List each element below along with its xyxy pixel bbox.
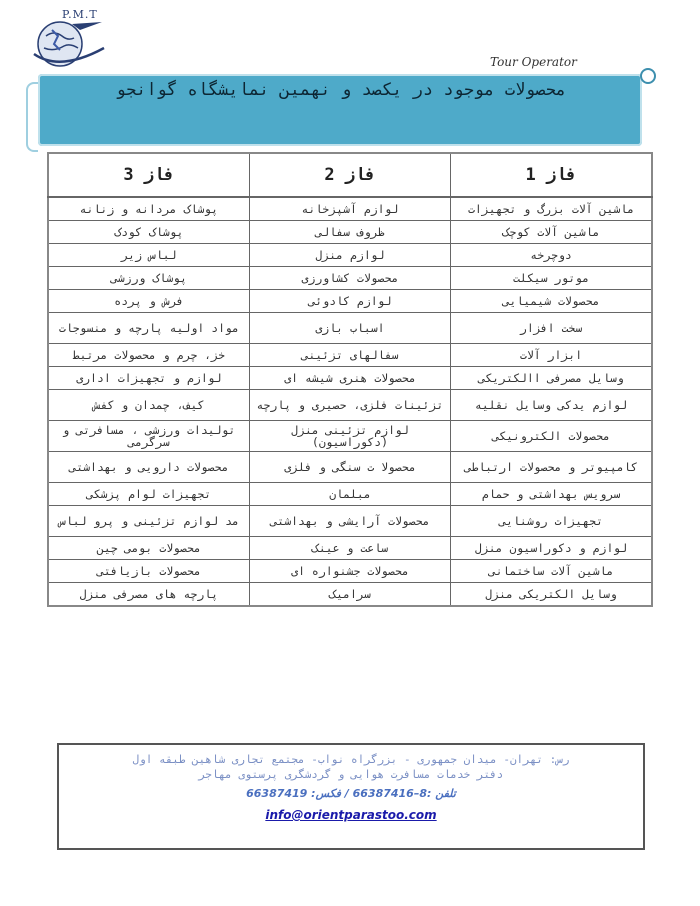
table-row: [48, 367, 652, 390]
table-cell-phase-3: لوازم و تجهیزات اداری: [48, 367, 249, 390]
table-cell-phase-2: تزئینات فلزی، حصیری و پارچه: [249, 390, 450, 421]
table-row: [48, 197, 652, 221]
table-cell-phase-1: تجهیزات روشنایی: [451, 506, 652, 537]
table-header-row: [48, 153, 652, 197]
table-cell-phase-3: پوشاک مردانه و زنانه: [48, 197, 249, 221]
table-cell-phase-2: سرامیک: [249, 583, 450, 607]
table-row: [48, 583, 652, 607]
table-cell-phase-3: محصولات بومی چین: [48, 537, 249, 560]
footer-office-name: دفتر خدمات مسافرت هوایی و گردشگری پرستوی مهاجر: [198, 768, 504, 781]
table-cell-phase-2: ظروف سفالی: [249, 221, 450, 244]
banner-scroll-left-decor: [26, 82, 38, 152]
table-cell-phase-1: سخت افزار: [451, 313, 652, 344]
table-cell-phase-2: محصولات کشاورزی: [249, 267, 450, 290]
table-cell-phase-2: لوازم آشپزخانه: [249, 197, 450, 221]
table-cell-phase-3: تولیدات ورزشی ، مسافرتی و سرگرمی: [48, 421, 249, 452]
table-cell-phase-3: خز، چرم و محصولات مرتبط: [48, 344, 249, 367]
table-cell-phase-1: لوازم و دکوراسیون منزل: [451, 537, 652, 560]
table-cell-phase-1: ابزار آلات: [451, 344, 652, 367]
table-cell-phase-2: اسباب بازی: [249, 313, 450, 344]
table-cell-phase-3: تجهیزات لوام پزشکی: [48, 483, 249, 506]
table-cell-phase-1: موتور سیکلت: [451, 267, 652, 290]
table-row: [48, 560, 652, 583]
column-header-phase-2: فاز 2: [249, 153, 450, 197]
products-table: [47, 152, 653, 607]
table-cell-phase-2: محصولات جشنواره ای: [249, 560, 450, 583]
table-cell-phase-3: پوشاک ورزشی: [48, 267, 249, 290]
table-cell-phase-2: لوازم منزل: [249, 244, 450, 267]
column-header-phase-1: فاز 1: [451, 153, 652, 197]
footer-phone-fax: تلفن :8–66387416 / فکس: 66387419: [246, 787, 456, 800]
table-cell-phase-3: لباس زیر: [48, 244, 249, 267]
table-cell-phase-3: محصولات دارویی و بهداشتی: [48, 452, 249, 483]
table-cell-phase-1: وسایل الکتریکی منزل: [451, 583, 652, 607]
table-cell-phase-3: مد لوازم تزئینی و پرو لباس: [48, 506, 249, 537]
table-row: [48, 313, 652, 344]
table-cell-phase-1: ماشین آلات کوچک: [451, 221, 652, 244]
table-row: [48, 452, 652, 483]
banner-scroll-right-decor: [640, 68, 656, 84]
tour-operator-label: Tour Operator: [490, 55, 577, 69]
table-cell-phase-3: مواد اولیه پارچه و منسوجات: [48, 313, 249, 344]
table-row: [48, 344, 652, 367]
table-cell-phase-2: سفالهای تزئینی: [249, 344, 450, 367]
table-row: [48, 537, 652, 560]
table-row: [48, 244, 652, 267]
table-cell-phase-3: محصولات بازیافتی: [48, 560, 249, 583]
table-row: [48, 506, 652, 537]
table-cell-phase-1: دوچرخه: [451, 244, 652, 267]
table-cell-phase-3: پوشاک کودک: [48, 221, 249, 244]
table-row: [48, 221, 652, 244]
table-cell-phase-2: محصولا ت سنگی و فلزی: [249, 452, 450, 483]
table-cell-phase-1: لوازم یدکی وسایل نقلیه: [451, 390, 652, 421]
table-cell-phase-2: محصولات آرایشی و بهداشتی: [249, 506, 450, 537]
table-cell-phase-2: محصولات هنری شیشه ای: [249, 367, 450, 390]
table-cell-phase-3: فرش و پرده: [48, 290, 249, 313]
table-cell-phase-2: لوازم تزئینی منزل (دکوراسیون): [249, 421, 450, 452]
table-row: [48, 390, 652, 421]
table-cell-phase-1: ماشین آلات بزرگ و تجهیزات: [451, 197, 652, 221]
table-cell-phase-1: وسایل مصرفی االکتریکی: [451, 367, 652, 390]
table-cell-phase-1: کامپیوتر و محصولات ارتباطی: [451, 452, 652, 483]
table-cell-phase-2: مبلمان: [249, 483, 450, 506]
table-cell-phase-3: پارچه های مصرفی منزل: [48, 583, 249, 607]
logo-text: P.M.T: [62, 8, 98, 21]
contact-footer: [57, 743, 645, 850]
table-cell-phase-1: محصولات شیمیایی: [451, 290, 652, 313]
table-cell-phase-1: ماشین آلات ساختمانی: [451, 560, 652, 583]
column-header-phase-3: فاز 3: [48, 153, 249, 197]
table-cell-phase-2: لوازم کادوئی: [249, 290, 450, 313]
table-row: [48, 267, 652, 290]
title-banner: [26, 68, 656, 156]
table-cell-phase-3: کیف، چمدان و کفش: [48, 390, 249, 421]
table-cell-phase-2: ساعت و عینک: [249, 537, 450, 560]
table-cell-phase-1: سرویس بهداشتی و حمام: [451, 483, 652, 506]
table-row: [48, 483, 652, 506]
footer-email-link[interactable]: info@orientparastoo.com: [265, 808, 437, 822]
table-cell-phase-1: محصولات الکترونیکی: [451, 421, 652, 452]
footer-address: رس: تهران- میدان جمهوری - بزرگراه نواب- مجتمع تجاری شاهین طبقه اول: [132, 753, 570, 766]
page-title: محصولات موجود در یکصد و نهمین نمایشگاه گوانجو: [115, 80, 567, 100]
table-row: [48, 421, 652, 452]
table-row: [48, 290, 652, 313]
